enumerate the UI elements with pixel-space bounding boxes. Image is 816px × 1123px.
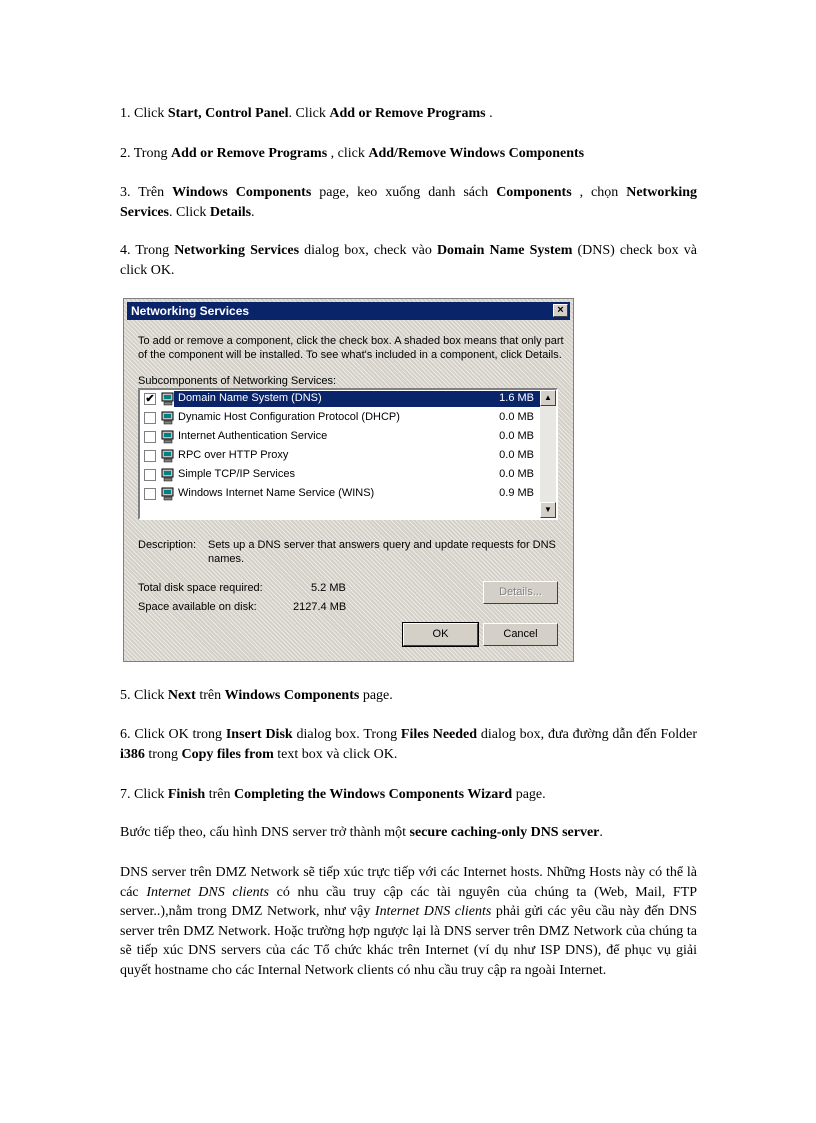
bold-text: Windows Components [172, 185, 312, 200]
bold-text: secure caching-only DNS server [409, 825, 600, 840]
text: text box và click OK. [273, 746, 398, 762]
text: dialog box. Trong [292, 727, 401, 742]
text: 1. Click [120, 106, 168, 121]
text: (DNS) check box và click OK. [120, 243, 697, 278]
checkbox-wins[interactable] [144, 488, 156, 500]
item-size: 0.0 MB [499, 411, 534, 423]
list-item-rpc[interactable] [142, 447, 540, 465]
list-item-ias[interactable] [142, 428, 540, 446]
bold-text: Windows Components [224, 688, 360, 703]
step-6 [120, 725, 697, 764]
checkbox-dhcp[interactable] [144, 412, 156, 424]
computer-icon [161, 392, 175, 406]
step-2 [120, 144, 697, 164]
scroll-down-icon[interactable]: ▼ [540, 502, 556, 518]
text: 6. Click OK trong [120, 727, 226, 742]
description-label: Description: [138, 539, 197, 551]
bold-text: i386 [120, 746, 145, 762]
text: . Click [288, 106, 330, 121]
text: . Click [168, 204, 210, 220]
intro-text-line-1: To add or remove a component, click the check box. A shaded box means that only part [138, 335, 564, 347]
computer-icon [161, 430, 175, 444]
subcomponents-label: Subcomponents of Networking Services: [138, 375, 337, 387]
bold-text: Files Needed [400, 727, 478, 742]
text: page. [512, 787, 546, 802]
item-label: Windows Internet Name Service (WINS) [178, 487, 375, 499]
item-size: 1.6 MB [499, 392, 534, 404]
list-item-tcpip[interactable] [142, 466, 540, 484]
text: , click [327, 146, 369, 161]
item-label: RPC over HTTP Proxy [178, 449, 289, 461]
item-size: 0.0 MB [499, 468, 534, 480]
text: 2. Trong [120, 146, 171, 161]
text: 3. Trên [120, 185, 173, 200]
text: trên [195, 688, 225, 703]
text: 4. Trong [120, 243, 175, 258]
text: trong [144, 746, 182, 762]
text: Bước tiếp theo, cấu hình DNS server trở thành một [120, 825, 410, 840]
text: . [599, 825, 603, 840]
checkbox-dns[interactable]: ✔ [145, 393, 155, 405]
item-label: Internet Authentication Service [178, 430, 328, 442]
bold-text: Add or Remove Programs [170, 146, 328, 161]
total-space-value: 5.2 MB [311, 582, 346, 594]
dialog-title: Networking Services [131, 304, 250, 318]
bold-text: Networking Services [174, 243, 300, 258]
step-5 [120, 686, 697, 706]
next-step-paragraph [120, 823, 697, 843]
checkbox-ias[interactable] [144, 431, 156, 443]
bold-text: Networking Services [120, 185, 697, 220]
bold-text: Add or Remove Programs [329, 106, 486, 121]
text: phải gửi các yêu cầu này đến DNS server trên DMZ Network. Hoặc trường hợp ngược lại là DNS server trên DMZ Network của chúng ta sẽ tiếp xúc DNS servers của các Tổ chức khác trên Internet (ví dụ như ISP DNS), để phục vụ giải quyết hostname cho các Internal Network clients có nhu cầu truy cập ra ngoài Internet. [120, 904, 697, 978]
available-space-label: Space available on disk: [138, 601, 257, 613]
checkbox-rpc[interactable] [144, 450, 156, 462]
italic-text: Internet DNS clients [374, 904, 492, 919]
details-button[interactable]: Details... [483, 581, 558, 604]
text: 5. Click [120, 688, 168, 703]
text: . [485, 106, 493, 121]
computer-icon [161, 449, 175, 463]
text: trên [205, 787, 234, 802]
item-size: 0.0 MB [499, 449, 534, 461]
bold-text: Components [496, 185, 572, 200]
description-text-line-2: names. [208, 553, 245, 565]
text: page. [359, 688, 393, 703]
total-space-label: Total disk space required: [138, 582, 263, 594]
list-item-wins[interactable] [142, 485, 540, 503]
text: dialog box, check vào [299, 243, 437, 258]
step-3 [120, 183, 697, 222]
item-size: 0.0 MB [499, 430, 534, 442]
text: , chọn [571, 185, 627, 200]
bold-text: Insert Disk [225, 727, 293, 742]
dialog-titlebar [127, 302, 570, 320]
bold-text: Completing the Windows Components Wizard [233, 787, 513, 802]
text: page, keo xuống danh sách [311, 185, 497, 200]
step-7 [120, 785, 697, 805]
step-4 [120, 241, 697, 280]
body-paragraph [120, 863, 697, 980]
bold-text: Details [209, 204, 252, 220]
intro-text-line-2: of the component will be installed. To see what's included in a component, click Details. [138, 349, 562, 361]
list-scrollbar[interactable] [540, 390, 556, 518]
text: . [251, 204, 255, 220]
ok-button[interactable]: OK [403, 623, 478, 646]
checkbox-tcpip[interactable] [144, 469, 156, 481]
step-1 [120, 104, 697, 124]
subcomponents-list[interactable] [138, 388, 558, 520]
bold-text: Finish [167, 787, 206, 802]
scroll-up-icon[interactable]: ▲ [540, 390, 556, 406]
bold-text: Add/Remove Windows Components [368, 146, 585, 161]
networking-services-dialog [123, 298, 574, 662]
list-item-dhcp[interactable] [142, 409, 540, 427]
computer-icon [161, 468, 175, 482]
item-label: Simple TCP/IP Services [178, 468, 295, 480]
close-icon[interactable]: × [553, 304, 568, 317]
text: 7. Click [120, 787, 168, 802]
text: có nhu cầu truy cập các tài nguyên của chúng ta (Web, Mail, FTP server..),nằm trong DMZ Network, như vậy [120, 884, 697, 919]
text: dialog box, đưa đường dẫn đến Folder [477, 727, 697, 742]
bold-text: Copy files from [181, 746, 274, 762]
list-item-dns[interactable] [142, 390, 540, 408]
item-label: Domain Name System (DNS) [178, 392, 322, 404]
bold-text: Start, Control Panel [167, 106, 289, 121]
bold-text: Domain Name System [436, 243, 573, 258]
item-size: 0.9 MB [499, 487, 534, 499]
computer-icon [161, 487, 175, 501]
bold-text: Next [167, 688, 196, 703]
computer-icon [161, 411, 175, 425]
italic-text: Internet DNS clients [146, 884, 269, 900]
description-text-line-1: Sets up a DNS server that answers query and update requests for DNS [208, 539, 556, 551]
text: DNS server trên DMZ Network sẽ tiếp xúc trực tiếp với các Internet hosts. Những Hosts này có thể là các [120, 865, 697, 900]
cancel-button[interactable]: Cancel [483, 623, 558, 646]
available-space-value: 2127.4 MB [293, 601, 347, 613]
item-label: Dynamic Host Configuration Protocol (DHCP) [178, 411, 400, 423]
